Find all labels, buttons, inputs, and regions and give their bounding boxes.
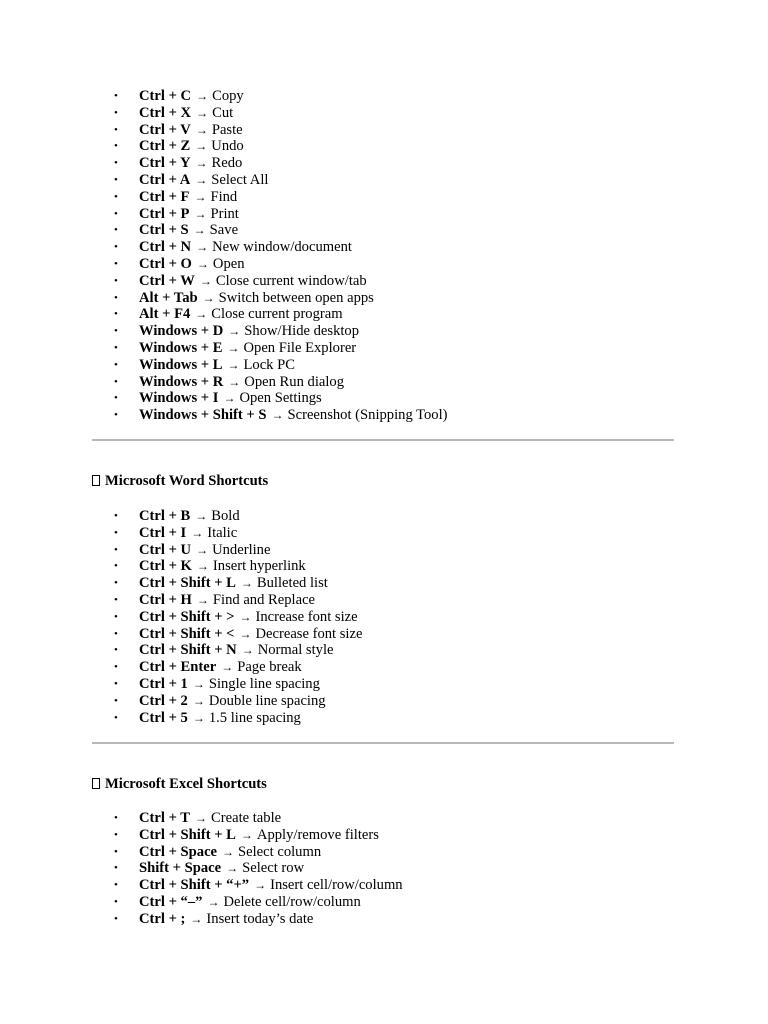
list-item — [114, 827, 403, 844]
shortcut-keys: Ctrl + Shift + “+” — [139, 877, 250, 894]
list-item — [114, 340, 448, 357]
shortcut-action: Close current window/tab — [215, 272, 367, 289]
arrow-right-icon: → — [196, 256, 209, 271]
shortcut-action: Insert today’s date — [206, 910, 314, 927]
shortcut-action: Increase font size — [255, 608, 358, 625]
shortcut-keys: Windows + Shift + S — [139, 407, 267, 424]
bullet-icon: • — [114, 190, 118, 203]
shortcut-action: Switch between open apps — [218, 289, 374, 306]
arrow-right-icon: → — [195, 811, 208, 825]
arrow-right-icon: → — [191, 525, 204, 540]
bullet-icon: • — [114, 257, 118, 270]
arrow-right-icon: → — [199, 273, 212, 288]
shortcut-keys: Ctrl + P — [139, 205, 190, 222]
shortcut-keys: Ctrl + B — [139, 508, 191, 524]
arrow-right-icon: → — [228, 324, 241, 339]
shortcut-action: Italic — [207, 524, 238, 541]
arrow-right-icon: → — [193, 223, 206, 238]
list-item — [114, 273, 448, 290]
shortcut-action: Cut — [212, 104, 234, 121]
list-item — [114, 222, 448, 239]
arrow-right-icon: → — [196, 105, 209, 120]
shortcut-action: Undo — [211, 138, 244, 155]
shortcut-keys: Windows + I — [139, 390, 219, 407]
list-item — [114, 138, 448, 155]
arrow-right-icon: → — [223, 391, 236, 406]
list-item — [114, 693, 362, 710]
arrow-right-icon: → — [190, 911, 203, 926]
arrow-right-icon: → — [194, 206, 207, 221]
shortcut-keys: Shift + Space — [139, 860, 222, 877]
shortcut-action: Copy — [212, 88, 244, 104]
bullet-icon: • — [114, 392, 118, 405]
bullet-icon: • — [114, 308, 118, 321]
bullet-icon: • — [114, 577, 118, 590]
list-item — [114, 911, 403, 928]
shortcut-keys: Ctrl + ; — [139, 910, 186, 927]
bullet-icon: • — [114, 862, 118, 875]
shortcut-keys: Ctrl + W — [139, 272, 195, 289]
shortcut-action: Double line spacing — [208, 692, 326, 709]
arrow-right-icon: → — [254, 878, 267, 893]
shortcut-action: Close current program — [211, 306, 343, 323]
list-item — [114, 290, 448, 307]
arrow-right-icon: → — [202, 290, 215, 305]
bullet-icon: • — [114, 694, 118, 707]
list-item — [114, 105, 448, 122]
list-item — [114, 894, 403, 911]
arrow-right-icon: → — [196, 592, 209, 607]
bullet-icon: • — [114, 241, 118, 254]
arrow-right-icon: → — [207, 894, 220, 909]
section-divider — [92, 439, 674, 441]
shortcut-action: Select All — [211, 171, 269, 188]
list-item — [114, 306, 448, 323]
word-shortcuts-list — [114, 508, 362, 726]
shortcut-keys: Ctrl + Shift + L — [139, 575, 236, 592]
arrow-right-icon: → — [239, 609, 252, 624]
bullet-icon: • — [114, 409, 118, 422]
shortcut-keys: Ctrl + S — [139, 222, 189, 239]
shortcut-keys: Ctrl + 5 — [139, 709, 188, 726]
arrow-right-icon: → — [192, 676, 205, 691]
shortcut-keys: Ctrl + C — [139, 88, 192, 104]
bullet-icon: • — [114, 291, 118, 304]
general-shortcuts-list — [114, 88, 448, 424]
bullet-icon: • — [114, 560, 118, 573]
list-item — [114, 542, 362, 559]
arrow-right-icon: → — [192, 693, 205, 708]
bullet-icon: • — [114, 274, 118, 287]
shortcut-keys: Ctrl + N — [139, 239, 192, 256]
arrow-right-icon: → — [221, 660, 234, 675]
shortcut-keys: Windows + R — [139, 373, 224, 390]
list-item — [114, 374, 448, 391]
shortcut-action: Normal style — [257, 642, 334, 659]
shortcut-action: Open Settings — [239, 390, 322, 407]
bullet-icon: • — [114, 157, 118, 170]
shortcut-action: Print — [210, 205, 239, 222]
shortcut-action: Select row — [242, 860, 305, 877]
shortcut-action: Open File Explorer — [243, 339, 357, 356]
list-item — [114, 206, 448, 223]
list-item — [114, 609, 362, 626]
list-item — [114, 860, 403, 877]
shortcut-keys: Windows + L — [139, 356, 223, 373]
arrow-right-icon: → — [195, 139, 208, 154]
shortcut-keys: Ctrl + Shift + < — [139, 625, 235, 642]
list-item — [114, 659, 362, 676]
excel-shortcuts-heading — [92, 776, 267, 793]
arrow-right-icon: → — [271, 408, 284, 423]
list-item — [114, 88, 448, 105]
list-item — [114, 508, 362, 525]
shortcut-keys: Alt + Tab — [139, 289, 198, 306]
section-divider — [92, 742, 674, 744]
bullet-icon: • — [114, 106, 118, 119]
arrow-right-icon: → — [195, 509, 208, 523]
bullet-icon: • — [114, 90, 118, 102]
shortcut-action: Decrease font size — [255, 625, 363, 642]
shortcut-action: New window/document — [212, 239, 352, 256]
list-item — [114, 525, 362, 542]
shortcut-action: Bold — [211, 508, 240, 524]
list-item — [114, 122, 448, 139]
arrow-right-icon: → — [194, 189, 207, 204]
arrow-right-icon: → — [241, 643, 254, 658]
shortcut-keys: Ctrl + Shift + > — [139, 608, 235, 625]
list-item — [114, 189, 448, 206]
shortcut-action: Screenshot (Snipping Tool) — [287, 407, 448, 424]
bullet-icon: • — [114, 341, 118, 354]
list-item — [114, 256, 448, 273]
list-item — [114, 810, 403, 827]
shortcut-keys: Ctrl + X — [139, 104, 192, 121]
bullet-icon: • — [114, 325, 118, 338]
list-item — [114, 592, 362, 609]
list-item — [114, 357, 448, 374]
arrow-right-icon: → — [227, 357, 240, 372]
shortcut-keys: Ctrl + F — [139, 188, 190, 205]
bullet-icon: • — [114, 375, 118, 388]
list-item — [114, 710, 362, 727]
bullet-icon: • — [114, 895, 118, 908]
shortcut-action: Insert hyperlink — [212, 558, 306, 575]
list-item — [114, 323, 448, 340]
missing-emoji-icon — [92, 475, 100, 486]
bullet-icon: • — [114, 644, 118, 657]
shortcut-action: Delete cell/row/column — [223, 893, 361, 910]
shortcut-action: Open — [212, 255, 245, 272]
bullet-icon: • — [114, 140, 118, 153]
list-item — [114, 575, 362, 592]
list-item — [114, 407, 448, 424]
word-shortcuts-heading — [92, 473, 268, 490]
arrow-right-icon: → — [227, 340, 240, 355]
shortcut-keys: Ctrl + Shift + L — [139, 826, 236, 843]
shortcut-keys: Ctrl + K — [139, 558, 192, 575]
arrow-right-icon: → — [196, 89, 209, 103]
shortcut-action: Open Run dialog — [244, 373, 345, 390]
shortcut-keys: Ctrl + I — [139, 524, 187, 541]
list-item — [114, 155, 448, 172]
word-heading-text: Microsoft Word Shortcuts — [105, 473, 269, 489]
bullet-icon: • — [114, 661, 118, 674]
arrow-right-icon: → — [240, 827, 253, 842]
bullet-icon: • — [114, 173, 118, 186]
bullet-icon: • — [114, 677, 118, 690]
shortcut-action: Underline — [212, 541, 271, 558]
arrow-right-icon: → — [195, 122, 208, 137]
arrow-right-icon: → — [240, 576, 253, 591]
bullet-icon: • — [114, 510, 118, 522]
bullet-icon: • — [114, 828, 118, 841]
arrow-right-icon: → — [195, 307, 208, 322]
list-item — [114, 676, 362, 693]
shortcut-action: Single line spacing — [208, 675, 320, 692]
arrow-right-icon: → — [239, 626, 252, 641]
shortcut-action: Find and Replace — [212, 591, 316, 608]
arrow-right-icon: → — [192, 710, 205, 725]
bullet-icon: • — [114, 358, 118, 371]
arrow-right-icon: → — [222, 844, 235, 859]
shortcut-keys: Ctrl + Y — [139, 155, 191, 172]
shortcut-action: Lock PC — [243, 356, 295, 373]
shortcut-keys: Ctrl + “–” — [139, 893, 203, 910]
list-item — [114, 558, 362, 575]
shortcut-keys: Ctrl + A — [139, 171, 191, 188]
list-item — [114, 390, 448, 407]
shortcut-keys: Ctrl + 1 — [139, 675, 188, 692]
shortcut-keys: Ctrl + Shift + N — [139, 642, 237, 659]
shortcut-action: 1.5 line spacing — [208, 709, 301, 726]
shortcut-action: Create table — [211, 810, 282, 826]
shortcut-keys: Alt + F4 — [139, 306, 191, 323]
arrow-right-icon: → — [195, 172, 208, 187]
list-item — [114, 172, 448, 189]
arrow-right-icon: → — [195, 156, 208, 171]
arrow-right-icon: → — [196, 240, 209, 255]
arrow-right-icon: → — [196, 542, 209, 557]
arrow-right-icon: → — [228, 374, 241, 389]
arrow-right-icon: → — [196, 559, 209, 574]
shortcut-keys: Ctrl + U — [139, 541, 192, 558]
shortcut-keys: Ctrl + Z — [139, 138, 191, 155]
shortcut-keys: Windows + D — [139, 323, 224, 340]
bullet-icon: • — [114, 526, 118, 539]
bullet-icon: • — [114, 123, 118, 136]
shortcut-action: Find — [210, 188, 238, 205]
shortcut-action: Paste — [211, 121, 243, 138]
bullet-icon: • — [114, 845, 118, 858]
shortcut-action: Insert cell/row/column — [270, 877, 403, 894]
bullet-icon: • — [114, 711, 118, 724]
shortcut-keys: Windows + E — [139, 339, 223, 356]
bullet-icon: • — [114, 627, 118, 640]
shortcut-action: Page break — [237, 659, 302, 676]
list-item — [114, 844, 403, 861]
bullet-icon: • — [114, 207, 118, 220]
list-item — [114, 642, 362, 659]
bullet-icon: • — [114, 593, 118, 606]
shortcut-action: Apply/remove filters — [256, 826, 379, 843]
shortcut-keys: Ctrl + O — [139, 255, 192, 272]
excel-shortcuts-list — [114, 810, 403, 928]
shortcut-keys: Ctrl + Enter — [139, 659, 217, 676]
bullet-icon: • — [114, 912, 118, 925]
shortcut-action: Show/Hide desktop — [244, 323, 360, 340]
excel-heading-text: Microsoft Excel Shortcuts — [105, 776, 267, 792]
bullet-icon: • — [114, 224, 118, 237]
shortcut-keys: Ctrl + T — [139, 810, 191, 826]
bullet-icon: • — [114, 812, 118, 824]
shortcut-action: Select column — [238, 843, 322, 860]
list-item — [114, 239, 448, 256]
arrow-right-icon: → — [226, 861, 239, 876]
bullet-icon: • — [114, 543, 118, 556]
shortcut-keys: Ctrl + Space — [139, 843, 218, 860]
shortcut-action: Save — [209, 222, 239, 239]
list-item — [114, 626, 362, 643]
shortcut-action: Bulleted list — [256, 575, 328, 592]
shortcut-keys: Ctrl + V — [139, 121, 191, 138]
shortcut-action: Redo — [211, 155, 243, 172]
shortcut-keys: Ctrl + 2 — [139, 692, 188, 709]
bullet-icon: • — [114, 879, 118, 892]
missing-emoji-icon — [92, 778, 100, 789]
shortcut-keys: Ctrl + H — [139, 591, 192, 608]
list-item — [114, 877, 403, 894]
bullet-icon: • — [114, 610, 118, 623]
